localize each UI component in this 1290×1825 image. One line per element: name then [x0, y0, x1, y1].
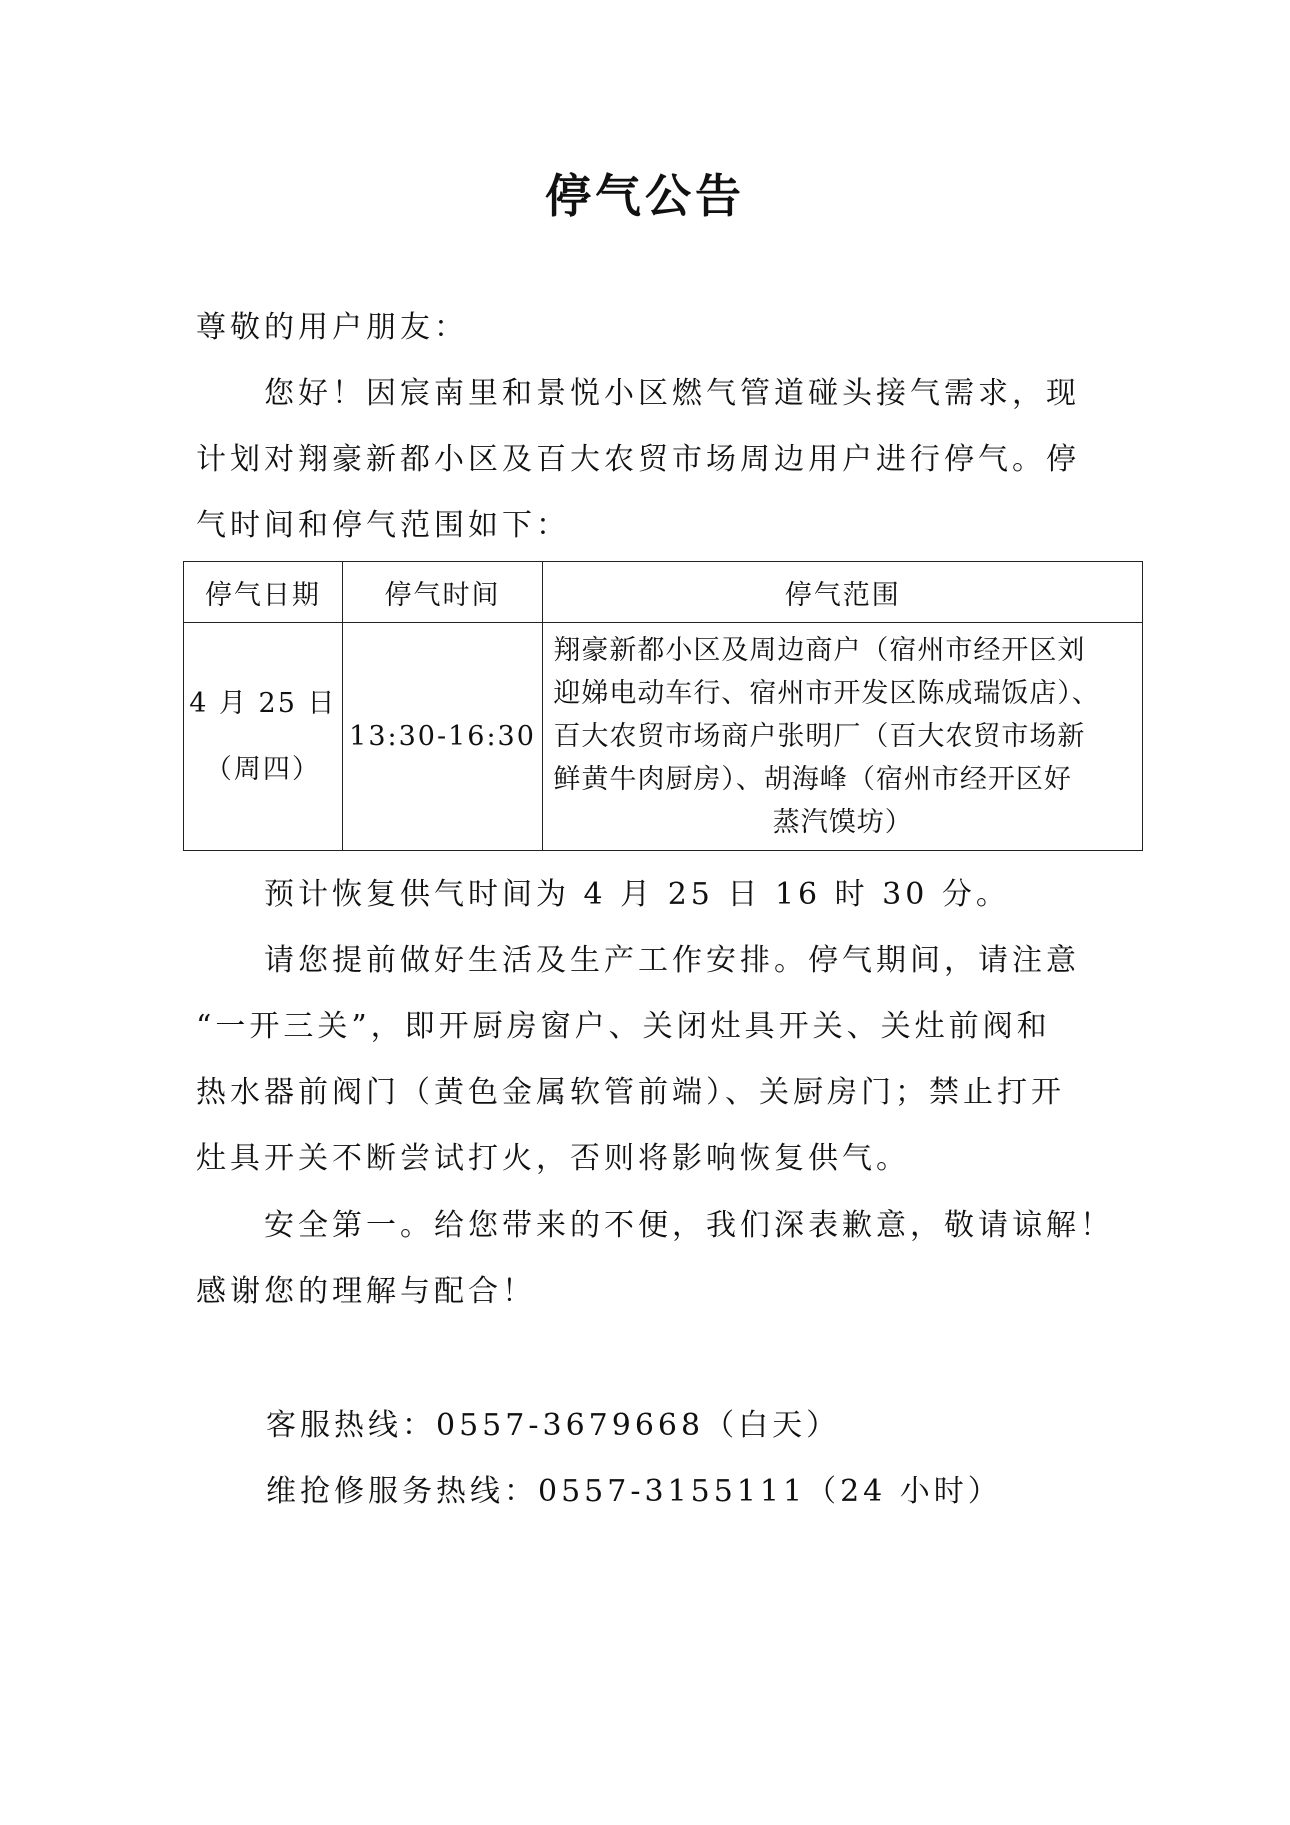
range-line: 百大农贸市场商户张明厂（百大农贸市场新: [553, 721, 1086, 752]
intro-line: 气时间和停气范围如下：: [196, 508, 570, 543]
range-line: 翔豪新都小区及周边商户（宿州市经开区刘: [553, 635, 1086, 666]
header-date: 停气日期: [184, 562, 343, 623]
range-line: 蒸汽馍坊）: [772, 807, 913, 838]
restore-time-line: 预计恢复供气时间为 4 月 25 日 16 时 30 分。: [264, 877, 1010, 912]
outage-range-cell: [543, 623, 1143, 851]
advice-line: 灶具开关不断尝试打火，否则将影响恢复供气。: [196, 1141, 910, 1176]
salutation: 尊敬的用户朋友：: [196, 310, 468, 345]
range-line: 迎娣电动车行、宿州市开发区陈成瑞饭店）、: [553, 678, 1100, 709]
intro-line: 计划对翔豪新都小区及百大农贸市场周边用户进行停气。停: [196, 442, 1080, 477]
closing-line: 安全第一。给您带来的不便，我们深表歉意，敬请谅解！: [264, 1208, 1114, 1243]
header-range: 停气范围: [543, 562, 1143, 623]
customer-service-hotline: 客服热线：0557-3679668（白天）: [266, 1408, 841, 1443]
table-header-row: [184, 562, 1143, 623]
intro-paragraph: [196, 361, 1096, 559]
advice-paragraph: [196, 928, 1096, 1192]
header-time: 停气时间: [342, 562, 543, 623]
advice-line: “一开三关”，即开厨房窗户、关闭灶具开关、关灶前阀和: [196, 1009, 1051, 1044]
repair-service-hotline: 维抢修服务热线：0557-3155111（24 小时）: [266, 1474, 1002, 1509]
outage-date: 4 月 25 日: [189, 687, 337, 719]
outage-date-cell: [184, 623, 343, 851]
outage-weekday: （周四）: [204, 753, 321, 785]
intro-line: 您好！因宸南里和景悦小区燃气管道碰头接气需求，现: [264, 376, 1080, 411]
page-title: 停气公告: [545, 169, 745, 223]
table-row: [184, 623, 1143, 851]
closing-line: 感谢您的理解与配合！: [196, 1274, 536, 1309]
advice-line: 请您提前做好生活及生产工作安排。停气期间，请注意: [264, 943, 1080, 978]
advice-line: 热水器前阀门（黄色金属软管前端）、关厨房门；禁止打开: [196, 1075, 1065, 1110]
outage-table: [183, 561, 1143, 851]
outage-time: 13:30-16:30: [342, 623, 543, 851]
range-line: 鲜黄牛肉厨房）、胡海峰（宿州市经开区好: [553, 764, 1072, 795]
closing-paragraph: [196, 1193, 1114, 1325]
